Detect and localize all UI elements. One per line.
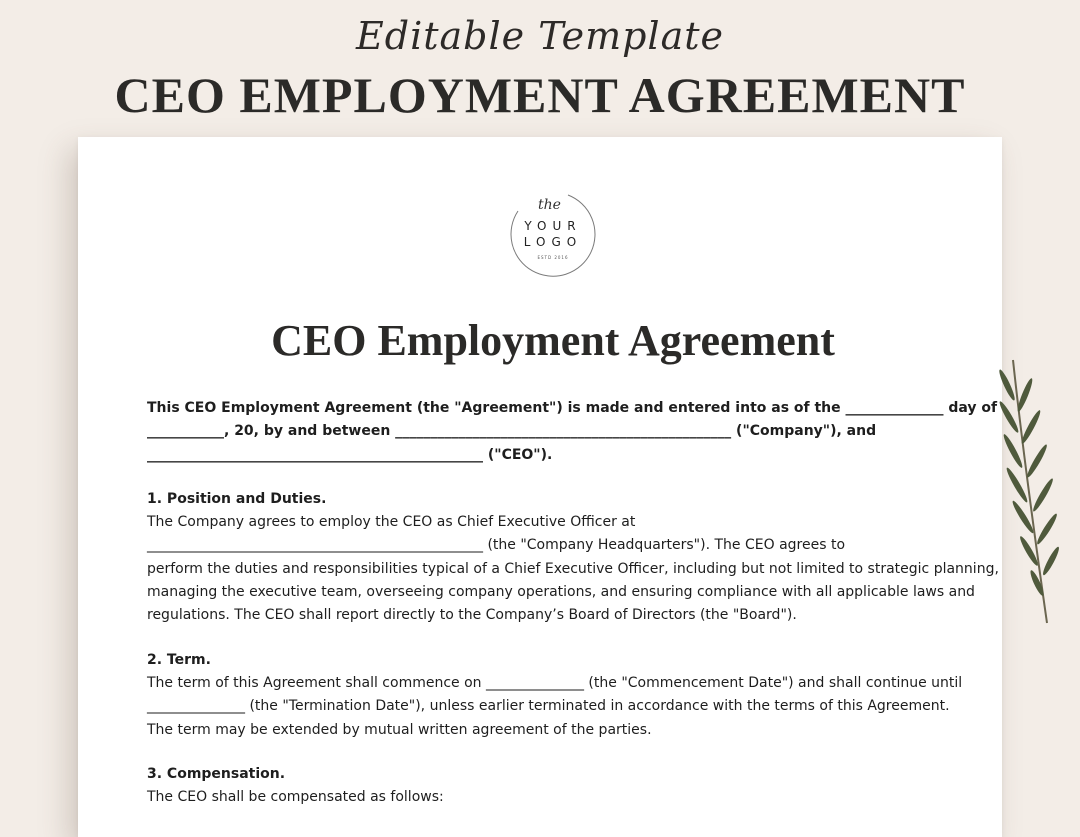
logo-line-1: YOUR <box>524 219 582 233</box>
document-title: CEO Employment Agreement <box>271 316 835 365</box>
template-script-title: Editable Template <box>356 14 724 58</box>
intro-line: ________________________________________________ ("CEO"). <box>147 446 553 463</box>
section-3-heading: 3. Compensation. <box>147 765 286 782</box>
rosemary-sprig-icon <box>985 355 1075 630</box>
section-1-line: ________________________________________________ (the "Company Headquarters"). The CEO agrees to <box>147 537 846 554</box>
section-2-line: ______________ (the "Termination Date"), unless earlier terminated in accordance with the terms of this Agreement. <box>147 698 950 715</box>
section-1-line: managing the executive team, overseeing company operations, and ensuring compliance with all applicable laws and <box>147 584 975 601</box>
section-3-line: The CEO shall be compensated as follows: <box>147 789 444 806</box>
logo-line-2: LOGO <box>523 235 583 249</box>
section-1-line: The Company agrees to employ the CEO as Chief Executive Officer at <box>147 514 636 531</box>
section-1-line: regulations. The CEO shall report directly to the Company’s Board of Directors (the "Board"). <box>147 607 797 624</box>
section-2-line: The term may be extended by mutual written agreement of the parties. <box>147 721 652 738</box>
main-title: CEO EMPLOYMENT AGREEMENT <box>114 67 966 123</box>
logo-established: ESTD 2016 <box>537 255 569 260</box>
document-page <box>78 137 1002 837</box>
section-2-heading: 2. Term. <box>147 651 211 668</box>
document-body <box>147 397 999 809</box>
section-1-line: perform the duties and responsibilities typical of a Chief Executive Officer, including but not limited to strategic planning, <box>147 560 999 577</box>
section-2-line: The term of this Agreement shall commence on ______________ (the "Commencement Date") and shall continue until <box>147 674 963 691</box>
logo-script-text: the <box>538 197 561 213</box>
intro-line: This CEO Employment Agreement (the "Agreement") is made and entered into as of the ______________ day of <box>147 400 998 416</box>
section-1-heading: 1. Position and Duties. <box>147 490 327 507</box>
logo <box>508 189 598 279</box>
intro-line: ___________, 20, by and between ________________________________________________ ("Company"), and <box>147 423 877 440</box>
